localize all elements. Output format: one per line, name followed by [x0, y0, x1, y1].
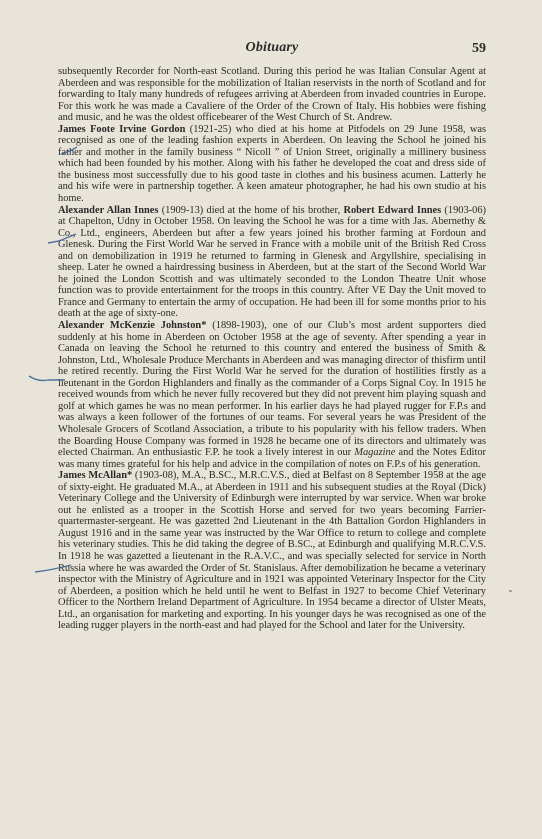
entry-text-continued: (1903-06) at Chapelton, Udny in October 1958. On leaving the School he was for a time with Jas. Abernethy & Co., Ltd., engineers, Aberdeen but after a few years joined his brother farming at Fordoun and Glenesk. During the First World War he served in France with a mobile unit of the British Red Cross and on demobilization in 1919 he returned to farming in Glenesk and Argyllshire, specialising in sheep. Later he owned a hairdressing business in Aberdeen, but at the start of the Second World War he joined the London Scottish and was ultimately seconded to the London Theatre Unit whose function was to provide entertainment for the troops in this country. After VE Day the Unit moved to France and Germany to entertain the army of occupation. He had been ill for some months prior to his death at the age of sixty-one. [58, 204, 486, 320]
entry-text: (1909-13) died at the home of his brother, [158, 204, 344, 216]
entry-second-name: Robert Edward Innes [343, 204, 442, 216]
obituary-body [58, 66, 486, 632]
obituary-entry-mcallan [58, 470, 486, 632]
margin-speck [509, 590, 512, 592]
obituary-entry-johnston [58, 320, 486, 470]
entry-name: James Foote Irvine Gordon [58, 123, 186, 135]
pen-mark-gordon [60, 146, 78, 156]
entry-text-continued: and the Notes Editor was many times grateful for his help and advice in the compilation of notes on F.P.s of his generation. [58, 447, 486, 470]
page-header [58, 40, 486, 62]
running-title: Obituary [245, 40, 299, 55]
entry-name: Alexander McKenzie Johnston* [58, 320, 207, 332]
obituary-entry-innes [58, 205, 486, 320]
pen-mark-innes [47, 233, 77, 245]
entry-text: subsequently Recorder for North-east Scotland. During this period he was Italian Consular Agent at Aberdeen and was responsible for the mobilization of Italian reservists in the north of Scotland and for forwarding to Italy many hundreds of refugees arriving at Aberdeen from invaded countries in Europe. For this work he was made a Cavaliere of the Order of the Crown of Italy. His hobbies were fishing and music, and he was the oldest officebearer of the West Church of St. Andrew. [58, 66, 486, 124]
entry-italic-title: Magazine [354, 447, 396, 459]
entry-text: (1898-1903), one of our Club’s most ardent supporters died suddenly at his home in Aberdeen on October 1958 at the age of seventy. After spending a year in Canada on leaving the School he returned to this country and entered the business of Smith & Johnston, Ltd., Wholesale Produce Merchants in Aberdeen and was managing director of thisfirm until he retired recently. During the First World War he served for the duration of hostilities firstly as a lieutenant in the Gordon Highlanders and finally as the commander of a Corps Signal Coy. In 1915 he received wounds from which he never fully recovered but they did not prevent him playing squash and golf at which games he was no mean performer. In his earlier days he had played rugger for F.P.s and was always a keen follower of the fortunes of our teams. For several years he was President of the Wholesale Grocers of Scotland Association, a tribute to his popularity with his fellow traders. When the Boarding House Company was formed in 1928 he became one of its directors and ultimately was elected Chairman. An enthusiastic F.P. he took a lively interest in our [58, 320, 486, 459]
pen-mark-johnston [28, 374, 66, 386]
entry-name: James McAllan* [58, 470, 133, 482]
pen-mark-mcallan [34, 564, 72, 574]
entry-text: (1921-25) who died at his home at Pitfodels on 29 June 1958, was recognised as one of the leading fashion experts in Aberdeen. On leaving the School he joined his father and mother in the family business “ Nicoll ” of Union Street, originally a millinery business which had been founded by his mother. Along with his father he developed the coat and dress side of the business most successfully due to his good taste in clothes and his business acumen. Latterly he and his wife were in partnership together. A keen amateur photographer, he had his own studio at his home. [58, 123, 487, 205]
obituary-entry-gordon [58, 124, 486, 205]
page-number: 59 [472, 41, 486, 56]
entry-text: (1903-08), M.A., B.SC., M.R.C.V.S., died at Belfast on 8 September 1958 at the age of sixty-eight. He graduated M.A., at Aberdeen in 1911 and his subsequent studies at the Royal (Dick) Veterinary College and the University of Edinburgh were interrupted by war service. When war broke out he enlisted as a trooper in the Scottish Horse and served for two years becoming Farrier-quartermaster-sergeant. He was gazetted 2nd Lieutenant in the 4th Battalion Gordon Highlanders in August 1916 and in the same year was instructed by the War Office to return to college and complete his veterinary studies. This he did taking the degree of B.SC., at Edinburgh and qualifying M.R.C.V.S. In 1918 he was gazetted a lieutenant in the R.A.V.C., and was specially selected for service in North Russia where he was awarded the Order of St. Stanislaus. After demobilization he became a veterinary inspector with the Ministry of Agriculture and in 1921 was appointed Veterinary Inspector for the City of Aberdeen, a position which he held until he went to Belfast in 1927 to become Chief Veterinary Officer to the Northern Ireland Department of Agriculture. In 1954 became a director of Ulster Meats, Ltd., an organisation for marketing and exporting. In his younger days he was recognised as one of the leading rugger players in the north-east and had played for the School and later for the University. [58, 470, 486, 632]
obituary-entry-continued [58, 66, 486, 124]
entry-name: Alexander Allan Innes [58, 204, 159, 216]
